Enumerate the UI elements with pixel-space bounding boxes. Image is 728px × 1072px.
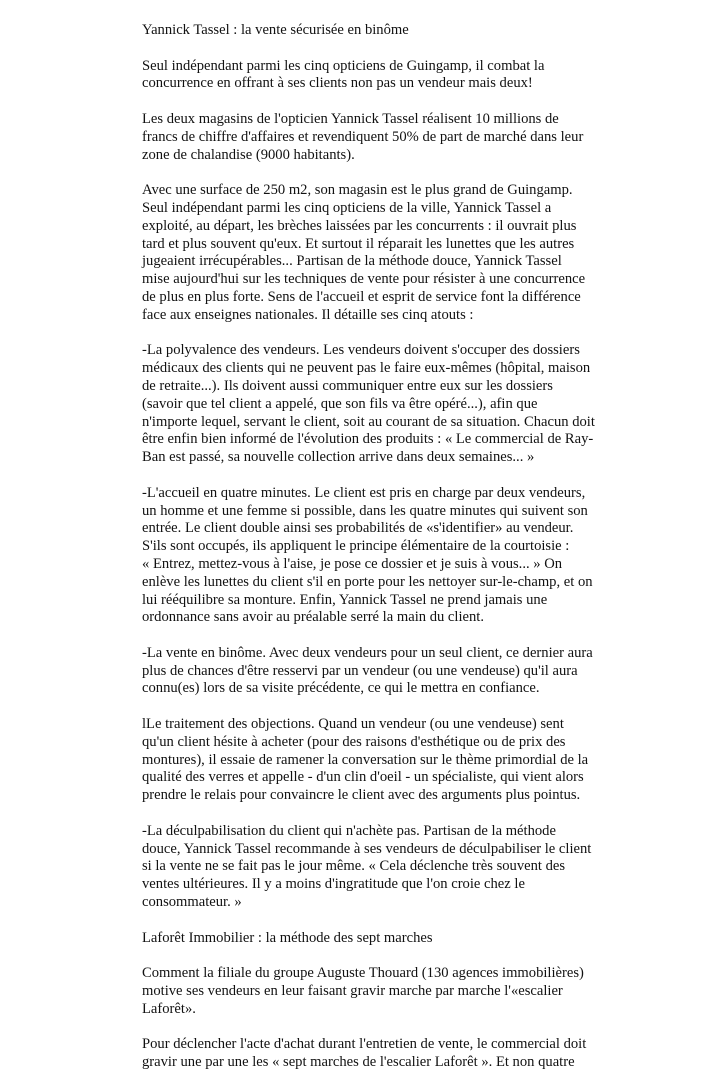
paragraph xyxy=(142,822,592,912)
text-line: n'importe lequel, servant le client, soit au courant de sa situation. Chacun doit xyxy=(142,413,595,430)
paragraph xyxy=(142,1036,588,1072)
text-line: S'ils sont occupés, ils appliquent le principe élémentaire de la courtoisie : xyxy=(142,538,570,555)
text-line: lui rééquilibre sa monture. Enfin, Yannick Tassel ne prend jamais une xyxy=(142,591,548,608)
text-line: Les deux magasins de l'opticien Yannick Tassel réalisent 10 millions de xyxy=(142,110,559,127)
paragraph xyxy=(142,22,588,40)
text-line: Seul indépendant parmi les cinq opticiens de la ville, Yannick Tassel a xyxy=(142,199,552,216)
text-line: Yannick Tassel : la vente sécurisée en binôme xyxy=(142,22,409,38)
text-line: être enfin bien informé de l'évolution des produits : « Le commercial de Ray- xyxy=(142,431,594,448)
text-line: connu(es) lors de sa visite précédente, ce qui le mettra en confiance. xyxy=(142,680,540,697)
text-line: si la vente ne se fait pas le jour même. « Cela déclenche très souvent des xyxy=(142,858,566,875)
text-line: douce, Yannick Tassel recommande à ses vendeurs de déculpabiliser le client xyxy=(142,840,592,857)
text-line: -La polyvalence des vendeurs. Les vendeurs doivent s'occuper des dossiers xyxy=(142,342,580,359)
text-line: motive ses vendeurs en leur faisant gravir marche par marche l'«escalier xyxy=(142,983,563,1000)
text-line: « Entrez, mettez-vous à l'aise, je pose ce dossier et je suis à vous... » On xyxy=(142,555,563,572)
paragraph xyxy=(142,111,588,164)
document-body xyxy=(142,22,595,1072)
text-line: Pour déclencher l'acte d'achat durant l'entretien de vente, le commercial doit xyxy=(142,1036,587,1053)
text-line: de plus en plus forte. Sens de l'accueil et esprit de service font la différence xyxy=(142,288,581,305)
text-line: enlève les lunettes du client s'il en porte pour les nettoyer sur-le-champ, et on xyxy=(142,573,593,590)
text-line: ventes ultérieures. Il y a moins d'ingratitude que l'on croie chez le xyxy=(142,876,525,893)
text-line: gravir une par une les « sept marches de l'escalier Laforêt ». Et non quatre xyxy=(142,1054,575,1071)
paragraph xyxy=(142,965,588,1018)
paragraph xyxy=(142,58,588,94)
paragraph xyxy=(142,644,593,698)
text-line: Seul indépendant parmi les cinq opticiens de Guingamp, il combat la xyxy=(142,57,545,74)
text-line: plus de chances d'être resservi par un vendeur (ou une vendeuse) qu'il aura xyxy=(142,662,578,679)
text-line: qu'un client hésite à acheter (pour des raisons d'esthétique ou de prix des xyxy=(142,733,566,750)
text-line: face aux enseignes nationales. Il détaille ses cinq atouts : xyxy=(142,306,474,323)
text-line: francs de chiffre d'affaires et revendiquent 50% de part de marché dans leur xyxy=(142,128,584,145)
text-line: de retraite...). Ils doivent aussi communiquer entre eux sur les dossiers xyxy=(142,377,553,394)
text-line: Ban est passé, sa nouvelle collection arrive dans deux semaines... » xyxy=(142,449,535,466)
paragraph xyxy=(142,484,593,627)
text-line: Laforêt Immobilier : la méthode des sept marches xyxy=(142,929,433,946)
text-line: (savoir que tel client a appelé, que son fils va être opéré...), afin que xyxy=(142,395,538,412)
text-line: -La vente en binôme. Avec deux vendeurs pour un seul client, ce dernier aura xyxy=(142,644,593,661)
paragraph xyxy=(142,342,595,467)
text-line: ordonnance sans avoir au préalable serré la main du client. xyxy=(142,609,484,626)
text-line: médicaux des clients qui ne peuvent pas le faire eux-mêmes (hôpital, maison xyxy=(142,360,591,377)
paragraph xyxy=(142,182,588,324)
text-line: tard et plus souvent qu'eux. Et surtout il réparait les lunettes que les autres xyxy=(142,235,575,252)
text-line: -L'accueil en quatre minutes. Le client est pris en charge par deux vendeurs, xyxy=(142,484,586,501)
text-line: jugeaient irrécupérables... Partisan de la méthode douce, Yannick Tassel xyxy=(142,253,562,270)
text-line: consommateur. » xyxy=(142,894,242,911)
text-line: concurrence en offrant à ses clients non pas un vendeur mais deux! xyxy=(142,75,533,92)
paragraph xyxy=(142,930,588,948)
text-line: prendre le relais pour convaincre le client avec des arguments plus pointus. xyxy=(142,787,581,804)
text-line: exploité, au départ, les brèches laissées par les concurrents : il ouvrait plus xyxy=(142,217,577,234)
text-line: mise aujourd'hui sur les techniques de vente pour résister à une concurrence xyxy=(142,271,586,288)
text-line: montures), il essaie de ramener la conversation sur le thème primordial de la xyxy=(142,751,589,768)
text-line: Laforêt». xyxy=(142,1000,196,1017)
text-line: qualité des verres et appelle - d'un clin d'oeil - un spécialiste, qui vient alors xyxy=(142,769,584,786)
text-line: lLe traitement des objections. Quand un vendeur (ou une vendeuse) sent xyxy=(142,716,564,733)
text-line: Avec une surface de 250 m2, son magasin est le plus grand de Guingamp. xyxy=(142,182,573,199)
paragraph xyxy=(142,716,588,805)
text-line: -La déculpabilisation du client qui n'achète pas. Partisan de la méthode xyxy=(142,822,556,839)
text-line: Comment la filiale du groupe Auguste Thouard (130 agences immobilières) xyxy=(142,965,584,982)
text-line: entrée. Le client double ainsi ses probabilités de «s'identifier» au vendeur. xyxy=(142,520,574,537)
text-line: un homme et une femme si possible, dans les quatre minutes qui suivent son xyxy=(142,502,588,519)
text-line: zone de chalandise (9000 habitants). xyxy=(142,146,355,163)
